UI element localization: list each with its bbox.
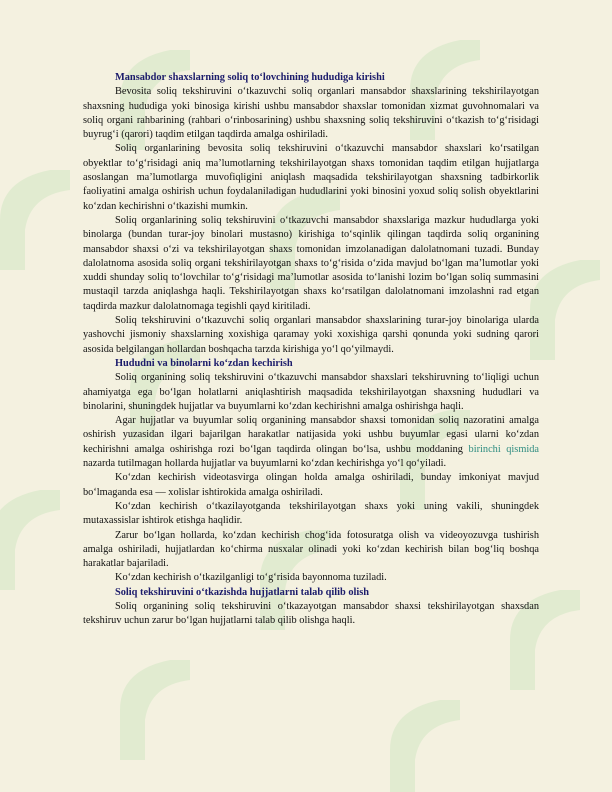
paragraph-with-reference [83, 414, 539, 471]
leaf-logo-watermark-icon [380, 690, 470, 792]
paragraph-text-tail: nazarda tutilmagan hollarda hujjatlar va buyumlarni ko‘zdan kechirishga yo‘l qo‘yiladi. [83, 458, 447, 470]
paragraph: Bevosita soliq tekshiruvini o‘tkazuvchi soliq organlari mansabdor shaxslarining tekshirilayotgan shaxsning hududiga yoki binosiga kirishi ushbu mansabdor shaxslar tomonidan xizmat guvohnomalari va soliq organi rahbarining (rahbari o‘rinbosarining) ushbu shaxsning soliq tekshiruvini o‘tkazish to‘g‘risidagi buyrug‘i (qarori) taqdim etilgan taqdirda amalga oshiriladi. [83, 86, 539, 141]
paragraph: Soliq organining soliq tekshiruvini o‘tkazuvchi mansabdor shaxslari tekshiruvning to‘liqligi uchun ahamiyatga ega bo‘lgan holatlarni aniqlashtirish maqsadida tekshirilayotgan shaxsning hududlari va binolarini, shuningdek hujjatlar va buyumlarni ko‘zdan kechirishni amalga oshirishga haqli. [83, 372, 539, 412]
paragraph: Soliq organlarining soliq tekshiruvini o‘tkazuvchi mansabdor shaxslariga mazkur hududlarga yoki binolarga (bundan turar-joy binolari mustasno) kirishiga to‘sqinlik qilingan taqdirda soliq organining mansabdor shaxsi o‘zi va tekshirilayotgan shaxs tomonidan imzolanadigan dalolatnomani tuzadi. Bunday dalolatnoma asosida soliq organi tekshirilayotgan shaxs to‘g‘risida o‘zida mavjud bo‘lgan ma’lumotlar yoki xuddi shunday soliq to‘lovchilar to‘g‘risidagi ma’lumotlar asosida to‘lanishi lozim bo‘lgan soliq summasini mustaqil tarzda aniqlashga haqli. Tekshirilayotgan shaxs ko‘rsatilgan dalolatnomani imzolashni rad etgan taqdirda mazkur dalolatnomaga tegishli qayd kiritiladi. [83, 214, 539, 312]
section-heading: Mansabdor shaxslarning soliq to‘lovchining hududiga kirishi [115, 72, 385, 83]
paragraph: Soliq tekshiruvini o‘tkazuvchi soliq organlari mansabdor shaxslarining turar-joy binolariga ularda yashovchi jismoniy shaxslarning xoxishiga qaramay yoki xoxishiga qarshi qonunda yoki sudning qarori asosida belgilangan hollardan boshqacha tarzda kirishiga yo‘l qo‘yilmaydi. [83, 315, 539, 355]
section-heading: Soliq tekshiruvini o‘tkazishda hujjatlarni talab qilib olish [115, 586, 370, 598]
section-heading: Hududni va binolarni ko‘zdan kechirish [115, 357, 293, 369]
document-page [83, 71, 539, 629]
paragraph: Ko‘zdan kechirish videotasvirga olingan holda amalga oshiriladi, bunday imkoniyat mavjud bo‘lmaganda esa — xolislar ishtirokida amalga oshiriladi. [83, 472, 539, 498]
leaf-logo-watermark-icon [0, 480, 70, 600]
article-part-reference-link[interactable]: birinchi qismida [468, 443, 540, 455]
paragraph: Ko‘zdan kechirish o‘tkazilganligi to‘g‘risida bayonnoma tuziladi. [115, 572, 387, 584]
paragraph-text: Agar hujjatlar va buyumlar soliq organining mansabdor shaxsi tomonidan soliq nazoratini amalga oshirish yuzasidan ilgari bajarilgan harakatlar natijasida yoki ushbu buyumlar egasi ularni ko‘zdan kechirishni amalga oshirishga rozi bo‘lgan taqdirda olingan bo‘lsa, ushbu moddaning [83, 415, 539, 455]
paragraph: Soliq organlarining bevosita soliq tekshiruvini o‘tkazuvchi mansabdor shaxslari ko‘rsatilgan obyektlar to‘g‘risidagi aniq ma’lumotlarning tekshirilayotgan shaxs tomonidan taqdim etilgan hujjatlarga asoslangan ma’lumotlarga muvofiqligini aniqlash maqsadida tekshirilayotgan shaxsning tadbirkorlik faoliyatini amalga oshirish uchun foydalaniladigan hududlarini yoki binosini yoxud soliq solish obyektlarini ko‘zdan kechirishni o‘tkazishi mumkin. [83, 143, 539, 212]
paragraph: Zarur bo‘lgan hollarda, ko‘zdan kechirish chog‘ida fotosuratga olish va videoyozuvga tushirish amalga oshiriladi, hujjatlardan ko‘chirma nusxalar olinadi yoki ko‘zdan kechirish bilan bog‘liq boshqa harakatlar bajariladi. [83, 529, 539, 570]
paragraph: Ko‘zdan kechirish o‘tkazilayotganda tekshirilayotgan shaxs yoki uning vakili, shuningdek mutaxassislar ishtirok etishga haqlidir. [83, 500, 539, 527]
paragraph: Soliq organining soliq tekshiruvini o‘tkazayotgan mansabdor shaxsi tekshirilayotgan shaxsdan tekshiruv uchun zarur bo‘lgan hujjatlarni talab qilib olishga haqli. [83, 600, 539, 627]
leaf-logo-watermark-icon [110, 650, 200, 770]
leaf-logo-watermark-icon [0, 160, 80, 280]
